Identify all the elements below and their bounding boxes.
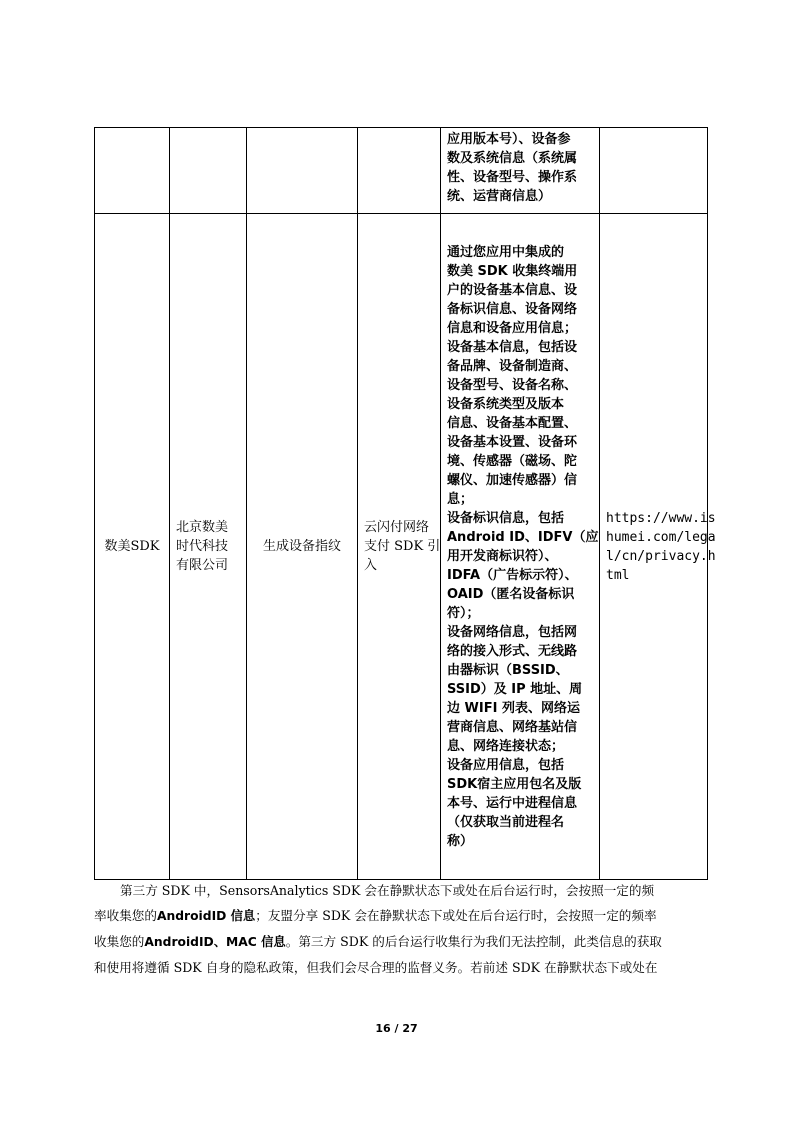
info-line: 边 WIFI 列表、网络运 bbox=[447, 701, 580, 716]
privacy-link-line[interactable]: humei.com/lega bbox=[606, 529, 716, 545]
info-line: 设备网络信息，包括网 bbox=[447, 625, 578, 640]
cell-info-continued bbox=[441, 128, 600, 214]
info-line: 境、传感器（磁场、陀 bbox=[447, 454, 578, 469]
info-line: 备标识信息、设备网络 bbox=[447, 302, 578, 317]
cell-empty bbox=[600, 128, 708, 214]
info-line: 设备应用信息，包括 bbox=[447, 758, 565, 773]
sdk-name: 数美SDK bbox=[104, 539, 160, 554]
info-line: 信息和设备应用信息； bbox=[447, 321, 578, 336]
info-line: 营商信息、网络基站信 bbox=[447, 720, 578, 735]
text-run: ；友盟分享 SDK 会在静默状态下或处在后台运行时，会按照一定的频率 bbox=[255, 908, 657, 923]
sdk-table bbox=[94, 127, 716, 880]
info-line: IDFA（广告标示符）、 bbox=[447, 568, 578, 583]
privacy-link-cell[interactable] bbox=[600, 214, 716, 880]
info-cell bbox=[441, 214, 600, 880]
info-line: 用开发商标识符）、 bbox=[447, 549, 558, 564]
company-line: 时代科技 bbox=[176, 539, 229, 554]
text-run: 收集您的 bbox=[94, 934, 145, 949]
info-line: 设备基本设置、设备环 bbox=[447, 435, 578, 450]
scenario-cell bbox=[358, 214, 441, 880]
privacy-link-line[interactable]: https://www.is bbox=[606, 510, 716, 526]
paragraph-line: 第三方 SDK 中，SensorsAnalytics SDK 会在静默状态下或处在后台运行时，会按照一定的频 bbox=[120, 883, 655, 898]
info-line: 息、网络连接状态； bbox=[447, 739, 565, 754]
info-line: 信息、设备基本配置、 bbox=[447, 416, 578, 431]
purpose-text: 生成设备指纹 bbox=[262, 539, 341, 554]
info-line: 数及系统信息（系统属 bbox=[447, 151, 578, 166]
cell-empty bbox=[95, 128, 170, 214]
text-run: 率收集您的 bbox=[94, 908, 157, 923]
info-line: 户的设备基本信息、设 bbox=[447, 283, 578, 298]
table-row-continued bbox=[95, 128, 708, 214]
info-line: 本号、运行中进程信息 bbox=[447, 796, 578, 811]
paragraph-line: 和使用将遵循 SDK 自身的隐私政策，但我们会尽合理的监督义务。若前述 SDK 在静默状态下或处在 bbox=[94, 960, 658, 975]
info-line: 设备型号、设备名称、 bbox=[447, 378, 578, 393]
info-line: 性、设备型号、操作系 bbox=[447, 170, 578, 185]
info-line: 设备基本信息，包括设 bbox=[447, 340, 578, 355]
paragraph-line bbox=[94, 929, 707, 955]
info-line: （仅获取当前进程名 bbox=[447, 815, 565, 830]
paragraph-line bbox=[94, 903, 707, 929]
info-line: 数美 SDK 收集终端用 bbox=[447, 264, 578, 279]
cell-empty bbox=[358, 128, 441, 214]
info-line: 络的接入形式、无线路 bbox=[447, 644, 578, 659]
info-line: Android ID、IDFV（应 bbox=[447, 530, 599, 545]
info-line: 统、运营商信息） bbox=[447, 189, 552, 204]
info-line: 螺仪、加速传感器）信 bbox=[447, 473, 578, 488]
info-line: OAID（匿名设备标识 bbox=[447, 587, 575, 602]
info-line: SDK宿主应用包名及版 bbox=[447, 777, 582, 792]
info-line: SSID）及 IP 地址、周 bbox=[447, 682, 583, 697]
info-line: 通过您应用中集成的 bbox=[447, 245, 565, 260]
privacy-link-line[interactable]: l/cn/privacy.h bbox=[606, 548, 716, 564]
cell-empty bbox=[247, 128, 358, 214]
sdk-name-cell bbox=[95, 214, 170, 880]
info-line: 由器标识（BSSID、 bbox=[447, 663, 569, 678]
purpose-cell bbox=[247, 214, 358, 880]
company-line: 北京数美 bbox=[176, 520, 229, 535]
scenario-line: 入 bbox=[364, 558, 378, 573]
info-line: 称） bbox=[447, 834, 474, 849]
scenario-line: 云闪付网络 bbox=[364, 520, 430, 535]
info-line: 备品牌、设备制造商、 bbox=[447, 359, 578, 374]
info-line: 设备标识信息，包括 bbox=[447, 511, 565, 526]
info-line: 应用版本号）、设备参 bbox=[447, 132, 571, 147]
bold-text-run: AndroidID 信息 bbox=[156, 909, 256, 923]
scenario-line: 支付 SDK 引 bbox=[364, 539, 441, 554]
company-cell bbox=[170, 214, 247, 880]
info-line: 符）； bbox=[447, 606, 480, 621]
body-paragraph bbox=[94, 878, 707, 980]
info-line: 息； bbox=[447, 492, 474, 507]
table-row-shumei bbox=[95, 214, 708, 880]
text-run: 。第三方 SDK 的后台运行收集行为我们无法控制，此类信息的获取 bbox=[285, 934, 662, 949]
info-line: 设备系统类型及版本 bbox=[447, 397, 565, 412]
privacy-link-line[interactable]: tml bbox=[606, 567, 630, 583]
bold-text-run: AndroidID、MAC 信息 bbox=[144, 935, 286, 949]
cell-empty bbox=[170, 128, 247, 214]
page-number: 16 / 27 bbox=[375, 1022, 418, 1035]
company-line: 有限公司 bbox=[176, 558, 229, 573]
